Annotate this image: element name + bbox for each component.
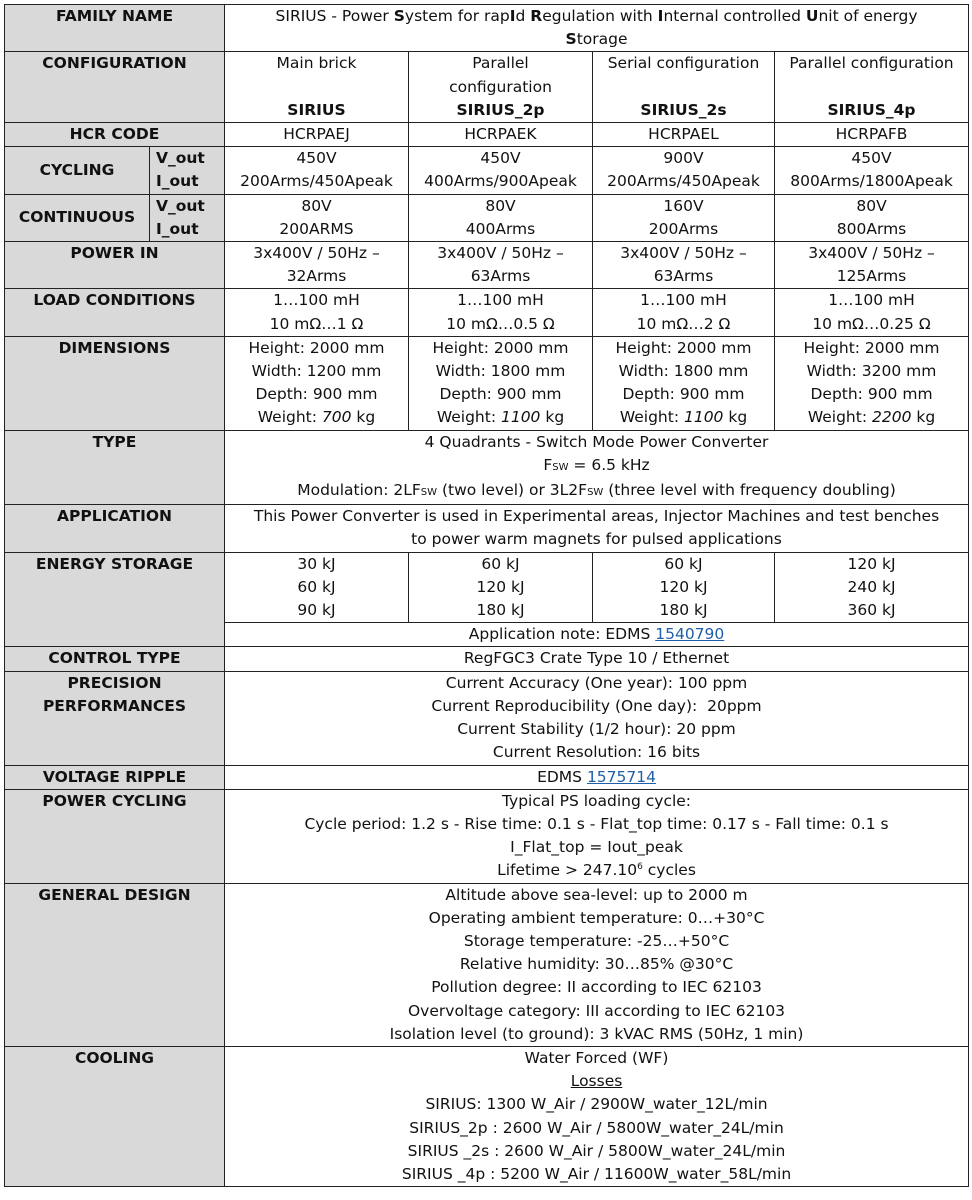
label-power-in: POWER IN xyxy=(5,242,225,289)
application-value: This Power Converter is used in Experimental areas, Injector Machines and test benches to power warm magnets for pulsed applications xyxy=(225,505,969,552)
family-name-value xyxy=(225,5,969,52)
energy-application-note: Application note: EDMS 1540790 xyxy=(225,623,969,647)
cycling-col-1: 450V 200Arms/450Apeak xyxy=(225,147,409,194)
row-precision xyxy=(5,671,969,765)
load-col-2: 1…100 mH 10 mΩ…0.5 Ω xyxy=(409,289,593,336)
label-precision-performances: PRECISION PERFORMANCES xyxy=(5,671,225,765)
modulation-line: Modulation: 2LFSW (two level) or 3L2FSW (three level with frequency doubling) xyxy=(297,481,896,500)
dimensions-col-1: Height: 2000 mm Width: 1200 mm Depth: 900 mm Weight: 700 kg xyxy=(225,336,409,430)
row-power-cycling xyxy=(5,789,969,883)
spec-table xyxy=(4,4,969,1187)
label-power-cycling: POWER CYCLING xyxy=(5,789,225,883)
cooling-value: Water Forced (WF) Losses SIRIUS: 1300 W_Air / 2900W_water_12L/min SIRIUS_2p : 2600 W_Air / 5800W_water_24L/min SIRIUS _2s : 2600 W_Air / 5800W_water_24L/min SIRIUS _4p : 5200 W_Air / 11600W_water_58L/min xyxy=(225,1046,969,1186)
row-hcr-code xyxy=(5,123,969,147)
continuous-sublabels: V_out I_out xyxy=(150,194,225,241)
label-control-type: CONTROL TYPE xyxy=(5,647,225,671)
cycling-col-4: 450V 800Arms/1800Apeak xyxy=(775,147,969,194)
continuous-col-2: 80V 400Arms xyxy=(409,194,593,241)
losses-heading: Losses xyxy=(570,1072,623,1091)
config-col-1: Main brick SIRIUS xyxy=(225,52,409,123)
dimensions-col-2: Height: 2000 mm Width: 1800 mm Depth: 900 mm Weight: 1100 kg xyxy=(409,336,593,430)
label-configuration: CONFIGURATION xyxy=(5,52,225,123)
row-load-conditions xyxy=(5,289,969,336)
dimensions-col-3: Height: 2000 mm Width: 1800 mm Depth: 900 mm Weight: 1100 kg xyxy=(593,336,775,430)
label-cooling: COOLING xyxy=(5,1046,225,1186)
label-general-design: GENERAL DESIGN xyxy=(5,883,225,1046)
hcr-code-2: HCRPAEK xyxy=(409,123,593,147)
label-energy-storage: ENERGY STORAGE xyxy=(5,552,225,647)
label-voltage-ripple: VOLTAGE RIPPLE xyxy=(5,765,225,789)
label-family-name: FAMILY NAME xyxy=(5,5,225,52)
voltage-ripple-value: EDMS 1575714 xyxy=(225,765,969,789)
row-energy-storage xyxy=(5,552,969,623)
config-col-4: Parallel configuration SIRIUS_4p xyxy=(775,52,969,123)
load-col-4: 1…100 mH 10 mΩ…0.25 Ω xyxy=(775,289,969,336)
row-voltage-ripple xyxy=(5,765,969,789)
continuous-col-4: 80V 800Arms xyxy=(775,194,969,241)
label-continuous: CONTINUOUS xyxy=(5,194,150,241)
energy-col-4: 120 kJ 240 kJ 360 kJ xyxy=(775,552,969,623)
power-in-col-3: 3x400V / 50Hz – 63Arms xyxy=(593,242,775,289)
weight: Weight: 1100 kg xyxy=(436,408,565,427)
row-type xyxy=(5,430,969,505)
row-cycling xyxy=(5,147,969,194)
hcr-code-3: HCRPAEL xyxy=(593,123,775,147)
continuous-col-1: 80V 200ARMS xyxy=(225,194,409,241)
family-name-line1: SIRIUS - Power System for rapId Regulation with Internal controlled Unit of energy xyxy=(275,7,918,25)
weight: Weight: 1100 kg xyxy=(619,408,748,427)
power-in-col-1: 3x400V / 50Hz – 32Arms xyxy=(225,242,409,289)
fsw-line: FSW = 6.5 kHz xyxy=(543,455,650,474)
cycling-sublabels: V_out I_out xyxy=(150,147,225,194)
energy-col-2: 60 kJ 120 kJ 180 kJ xyxy=(409,552,593,623)
config-col-2: Parallel configuration SIRIUS_2p xyxy=(409,52,593,123)
label-hcr-code: HCR CODE xyxy=(5,123,225,147)
type-value: 4 Quadrants - Switch Mode Power Converter FSW = 6.5 kHz Modulation: 2LFSW (two level) or 3L2FSW (three level with frequency doubling) xyxy=(225,430,969,505)
power-in-col-4: 3x400V / 50Hz – 125Arms xyxy=(775,242,969,289)
dimensions-col-4: Height: 2000 mm Width: 3200 mm Depth: 900 mm Weight: 2200 kg xyxy=(775,336,969,430)
row-control-type xyxy=(5,647,969,671)
config-col-3: Serial configuration SIRIUS_2s xyxy=(593,52,775,123)
row-application xyxy=(5,505,969,552)
label-cycling: CYCLING xyxy=(5,147,150,194)
cycling-col-2: 450V 400Arms/900Apeak xyxy=(409,147,593,194)
row-general-design xyxy=(5,883,969,1046)
energy-col-3: 60 kJ 120 kJ 180 kJ xyxy=(593,552,775,623)
label-application: APPLICATION xyxy=(5,505,225,552)
row-configuration xyxy=(5,52,969,123)
row-power-in xyxy=(5,242,969,289)
label-type: TYPE xyxy=(5,430,225,505)
hcr-code-1: HCRPAEJ xyxy=(225,123,409,147)
precision-value: Current Accuracy (One year): 100 ppm Current Reproducibility (One day): 20ppm Current Stability (1/2 hour): 20 ppm Current Resolution: 16 bits xyxy=(225,671,969,765)
energy-col-1: 30 kJ 60 kJ 90 kJ xyxy=(225,552,409,623)
load-col-3: 1…100 mH 10 mΩ…2 Ω xyxy=(593,289,775,336)
label-load-conditions: LOAD CONDITIONS xyxy=(5,289,225,336)
hcr-code-4: HCRPAFB xyxy=(775,123,969,147)
edms-1540790-link[interactable]: 1540790 xyxy=(655,625,725,644)
lifetime-line: Lifetime > $247.10^6$ cycles xyxy=(497,861,696,880)
continuous-col-3: 160V 200Arms xyxy=(593,194,775,241)
edms-1575714-link[interactable]: 1575714 xyxy=(586,767,656,786)
row-family-name xyxy=(5,5,969,52)
power-in-col-2: 3x400V / 50Hz – 63Arms xyxy=(409,242,593,289)
cycling-col-3: 900V 200Arms/450Apeak xyxy=(593,147,775,194)
general-design-value: Altitude above sea-level: up to 2000 m Operating ambient temperature: 0…+30°C Storage temperature: -25…+50°C Relative humidity: 30…85% @30°C Pollution degree: II according to IEC 62103 Overvoltage category: III according to IEC 62103 Isolation level (to ground): 3 kVAC RMS (50Hz, 1 min) xyxy=(225,883,969,1046)
row-continuous xyxy=(5,194,969,241)
row-cooling xyxy=(5,1046,969,1186)
weight: Weight: 700 kg xyxy=(257,408,376,427)
load-col-1: 1…100 mH 10 mΩ…1 Ω xyxy=(225,289,409,336)
power-cycling-value: Typical PS loading cycle: Cycle period: 1.2 s - Rise time: 0.1 s - Flat_top time: 0.17 s - Fall time: 0.1 s I_Flat_top = Iout_peak Lifetime > $247.10^6$ cycles xyxy=(225,789,969,883)
row-dimensions xyxy=(5,336,969,430)
weight: Weight: 2200 kg xyxy=(807,408,936,427)
family-name-line2: Storage xyxy=(565,30,628,49)
label-dimensions: DIMENSIONS xyxy=(5,336,225,430)
control-type-value: RegFGC3 Crate Type 10 / Ethernet xyxy=(225,647,969,671)
